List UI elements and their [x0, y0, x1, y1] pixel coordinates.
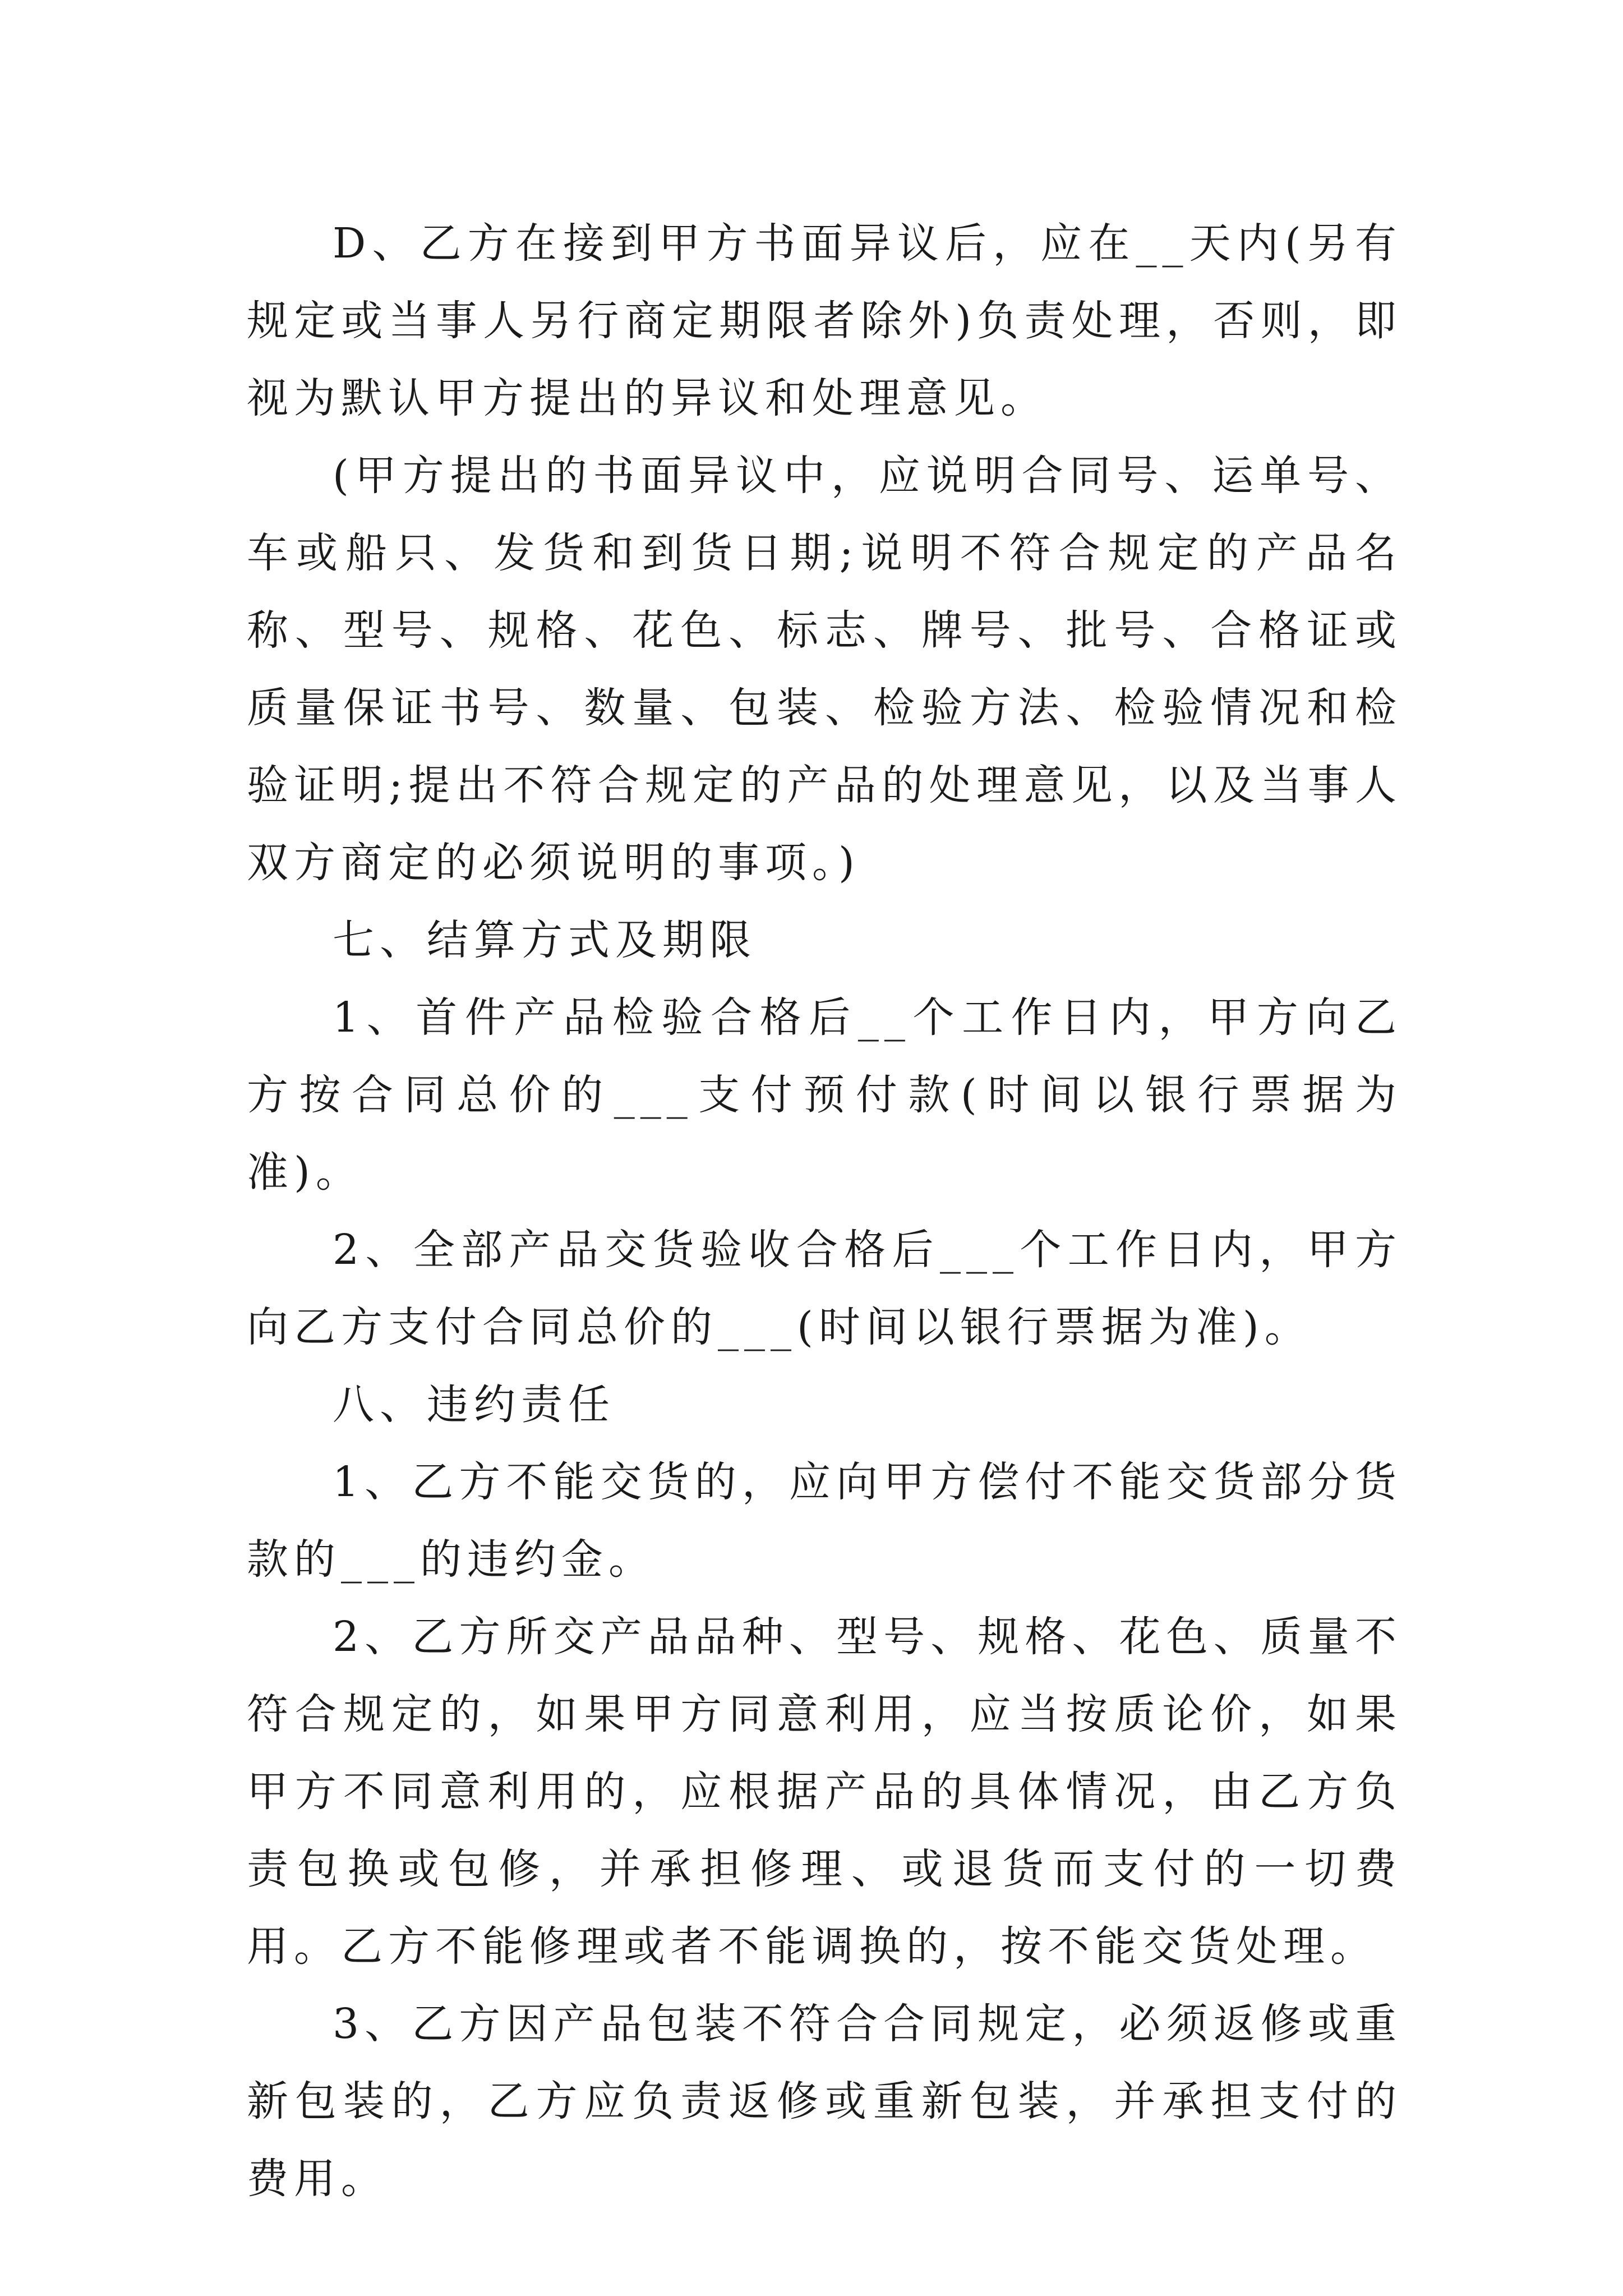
paragraph-liability-nonconforming: 2、乙方所交产品品种、型号、规格、花色、质量不符合规定的，如果甲方同意利用，应当按质论价，如果甲方不同意利用的，应根据产品的具体情况，由乙方负责包换或包修，并承担修理、或退货而支付的一切费用。乙方不能修理或者不能调换的，按不能交货处理。 — [247, 1613, 1402, 1971]
paragraph-settlement-prepayment: 1、首件产品检验合格后__个工作日内，甲方向乙方按合同总价的___支付预付款(时间以银行票据为准)。 — [247, 993, 1402, 1197]
section-heading-settlement: 七、结算方式及期限 — [333, 916, 757, 964]
paragraph-objection-details: (甲方提出的书面异议中，应说明合同号、运单号、车或船只、发货和到货日期;说明不符合规定的产品名称、型号、规格、花色、标志、牌号、批号、合格证或质量保证书号、数量、包装、检验方法、检验情况和检验证明;提出不符合规定的产品的处理意见，以及当事人双方商定的必须说明的事项。) — [247, 452, 1402, 887]
paragraph-liability-non-delivery: 1、乙方不能交货的，应向甲方偿付不能交货部分货款的___的违约金。 — [247, 1458, 1402, 1584]
paragraph-objection-handling: D、乙方在接到甲方书面异议后，应在__天内(另有规定或当事人另行商定期限者除外)负责处理，否则，即视为默认甲方提出的异议和处理意见。 — [247, 219, 1402, 422]
paragraph-settlement-final-payment: 2、全部产品交货验收合格后___个工作日内，甲方向乙方支付合同总价的___(时间以银行票据为准)。 — [247, 1226, 1402, 1351]
paragraph-liability-packaging: 3、乙方因产品包装不符合合同规定，必须返修或重新包装的，乙方应负责返修或重新包装，并承担支付的费用。 — [247, 2000, 1402, 2203]
document-body — [247, 205, 1402, 2217]
section-heading-liability: 八、违约责任 — [333, 1381, 615, 1429]
